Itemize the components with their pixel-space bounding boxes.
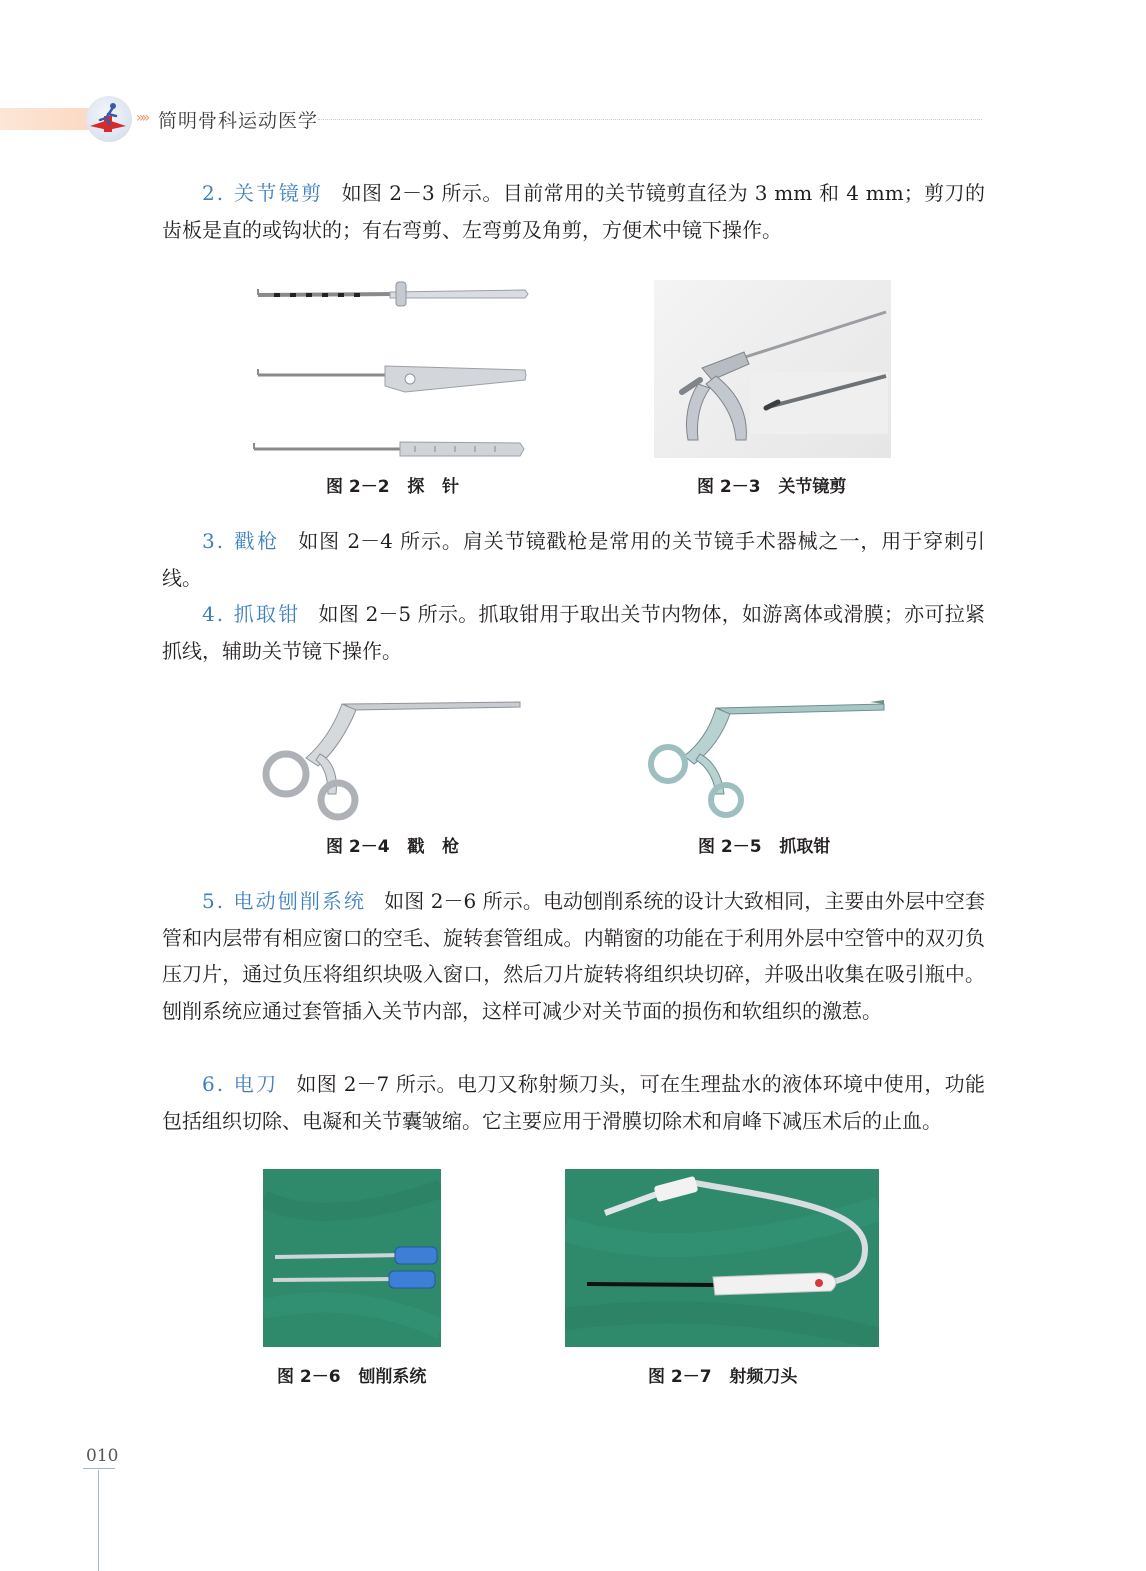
section-heading: 5. 电动刨削系统 (202, 889, 367, 913)
paragraph-punch (162, 523, 985, 596)
figure-shaver-image (263, 1169, 441, 1347)
runner-logo-icon (86, 96, 132, 142)
figure-caption: 图 2－7 射频刀头 (648, 1367, 798, 1387)
section-heading: 2. 关节镜剪 (202, 181, 324, 205)
paragraph-shaver-system (162, 883, 985, 1029)
figure-caption: 图 2－3 关节镜剪 (697, 477, 847, 497)
paragraph-text: 如图 2－7 所示。电刀又称射频刀头，可在生理盐水的液体环境中使用，功能包括组织切除、电凝和关节囊皱缩。它主要应用于滑膜切除术和肩峰下减压术后的止血。 (162, 1072, 985, 1133)
page-number-underline (83, 1468, 115, 1469)
figure-arthroscopic-scissors-image (654, 280, 891, 458)
paragraph-grasper (162, 596, 985, 669)
page-margin-line (98, 1470, 99, 1571)
figure-caption: 图 2－5 抓取钳 (698, 837, 831, 857)
section-heading: 4. 抓取钳 (202, 602, 301, 626)
figure-caption: 图 2－2 探 针 (326, 477, 460, 497)
running-header-title: 简明骨科运动医学 (158, 110, 319, 132)
page-number: 010 (86, 1446, 119, 1466)
paragraph-text: 如图 2－6 所示。电动刨削系统的设计大致相同，主要由外层中空套管和内层带有相应窗口的空毛、旋转套管组成。内鞘窗的功能在于利用外层中空管中的双刃负压刀片，通过负压将组织块吸入窗口，然后刀片旋转将组织块切碎，并吸出收集在吸引瓶中。刨削系统应通过套管插入关节内部，这样可减少对关节面的损伤和软组织的激惹。 (162, 889, 985, 1023)
paragraph-text: 如图 2－5 所示。抓取钳用于取出关节内物体，如游离体或滑膜；亦可拉紧抓线，辅助关节镜下操作。 (162, 602, 985, 663)
paragraph-text: 如图 2－4 所示。肩关节镜戳枪是常用的关节镜手术器械之一，用于穿刺引线。 (162, 529, 985, 590)
figure-caption: 图 2－4 戳 枪 (326, 837, 460, 857)
figure-punch-image (258, 694, 528, 822)
figure-grasper-image (644, 698, 889, 820)
section-heading: 6. 电刀 (202, 1072, 279, 1096)
section-heading: 3. 戳枪 (202, 529, 281, 553)
paragraph-arthroscopic-scissors (162, 175, 985, 248)
figure-probe-image (250, 276, 540, 466)
header-arrows: »» (136, 110, 148, 126)
header-divider (318, 119, 982, 120)
figure-rf-probe-image (565, 1169, 879, 1347)
figure-caption: 图 2－6 刨削系统 (277, 1367, 427, 1387)
paragraph-electrode (162, 1066, 985, 1139)
paragraph-text: 如图 2－3 所示。目前常用的关节镜剪直径为 3 mm 和 4 mm；剪刀的齿板是直的或钩状的；有右弯剪、左弯剪及角剪，方便术中镜下操作。 (162, 181, 985, 242)
